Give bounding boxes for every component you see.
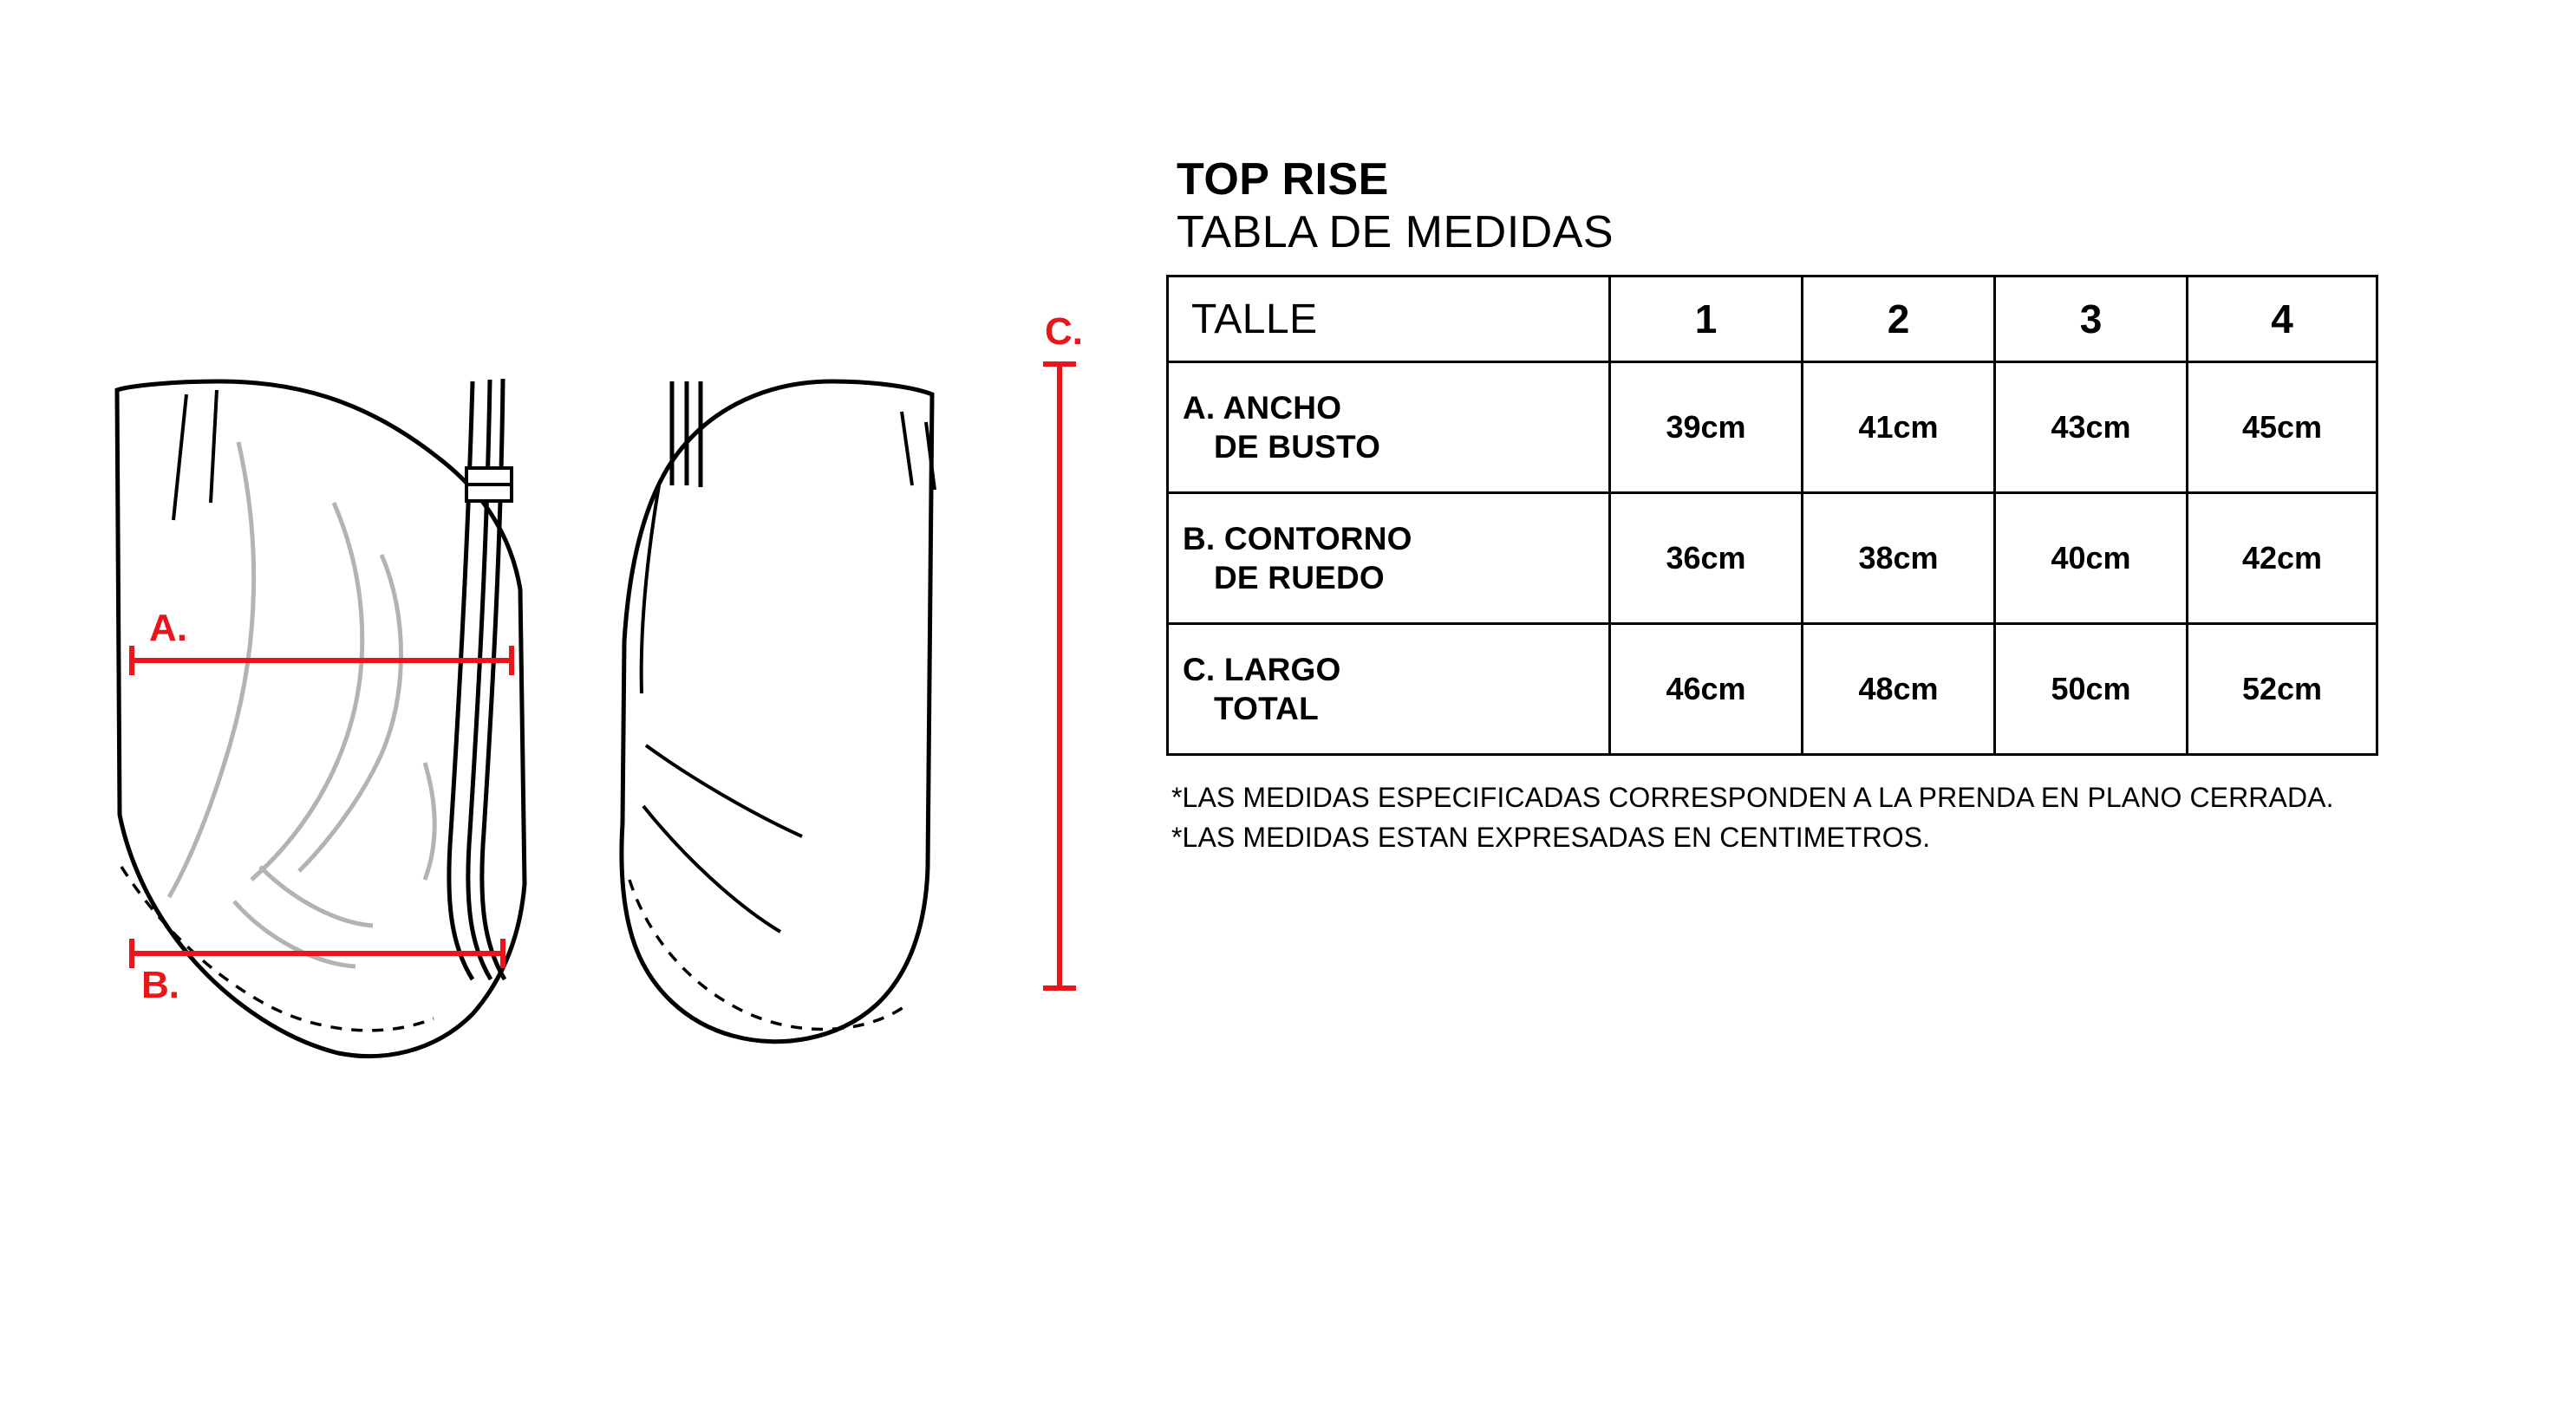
cell-largo-size-1: 46cm <box>1610 624 1803 755</box>
cell-ancho-size-2: 41cm <box>1803 362 1995 493</box>
footnote-1: *LAS MEDIDAS ESPECIFICADAS CORRESPONDEN A LA PRENDA EN PLANO CERRADA. <box>1171 782 2334 814</box>
front-view-garment <box>117 379 525 1057</box>
column-header-size-4: 4 <box>2188 276 2377 362</box>
label-a: A. <box>149 607 187 649</box>
row-label-line2: DE RUEDO <box>1214 560 1385 596</box>
row-label-largo-total <box>1168 624 1610 755</box>
table-row <box>1168 624 2377 755</box>
table-header-row <box>1168 276 2377 362</box>
measurements-table <box>1166 275 2378 756</box>
cell-largo-size-3: 50cm <box>1995 624 2188 755</box>
footnote-2: *LAS MEDIDAS ESTAN EXPRESADAS EN CENTIMETROS. <box>1171 821 1931 853</box>
cell-contorno-size-2: 38cm <box>1803 493 1995 624</box>
page-subtitle: TABLA DE MEDIDAS <box>1177 206 1614 257</box>
row-label-ancho-de-busto <box>1168 362 1610 493</box>
cell-contorno-size-4: 42cm <box>2188 493 2377 624</box>
row-label-line1: B. CONTORNO <box>1183 521 1412 557</box>
page-title: TOP RISE <box>1177 154 1389 205</box>
row-label-contorno-de-ruedo <box>1168 493 1610 624</box>
label-b: B. <box>141 964 179 1006</box>
cell-contorno-size-1: 36cm <box>1610 493 1803 624</box>
cell-ancho-size-4: 45cm <box>2188 362 2377 493</box>
cell-ancho-size-3: 43cm <box>1995 362 2188 493</box>
column-header-size-3: 3 <box>1995 276 2188 362</box>
garment-technical-drawing <box>0 0 1153 1405</box>
column-header-size-2: 2 <box>1803 276 1995 362</box>
column-header-size-1: 1 <box>1610 276 1803 362</box>
label-c: C. <box>1045 310 1083 353</box>
measurements-panel <box>1166 156 2536 857</box>
table-row <box>1168 362 2377 493</box>
cell-ancho-size-1: 39cm <box>1610 362 1803 493</box>
cell-largo-size-2: 48cm <box>1803 624 1995 755</box>
row-label-line1: C. LARGO <box>1183 652 1341 688</box>
table-row <box>1168 493 2377 624</box>
row-label-line2: TOTAL <box>1214 691 1319 727</box>
row-label-line1: A. ANCHO <box>1183 390 1342 426</box>
cell-contorno-size-3: 40cm <box>1995 493 2188 624</box>
column-header-talle: TALLE <box>1168 276 1610 362</box>
side-view-garment <box>622 381 935 1042</box>
footnotes <box>1166 778 2536 857</box>
row-label-line2: DE BUSTO <box>1214 429 1381 465</box>
measurement-line-c <box>1043 364 1076 988</box>
cell-largo-size-4: 52cm <box>2188 624 2377 755</box>
